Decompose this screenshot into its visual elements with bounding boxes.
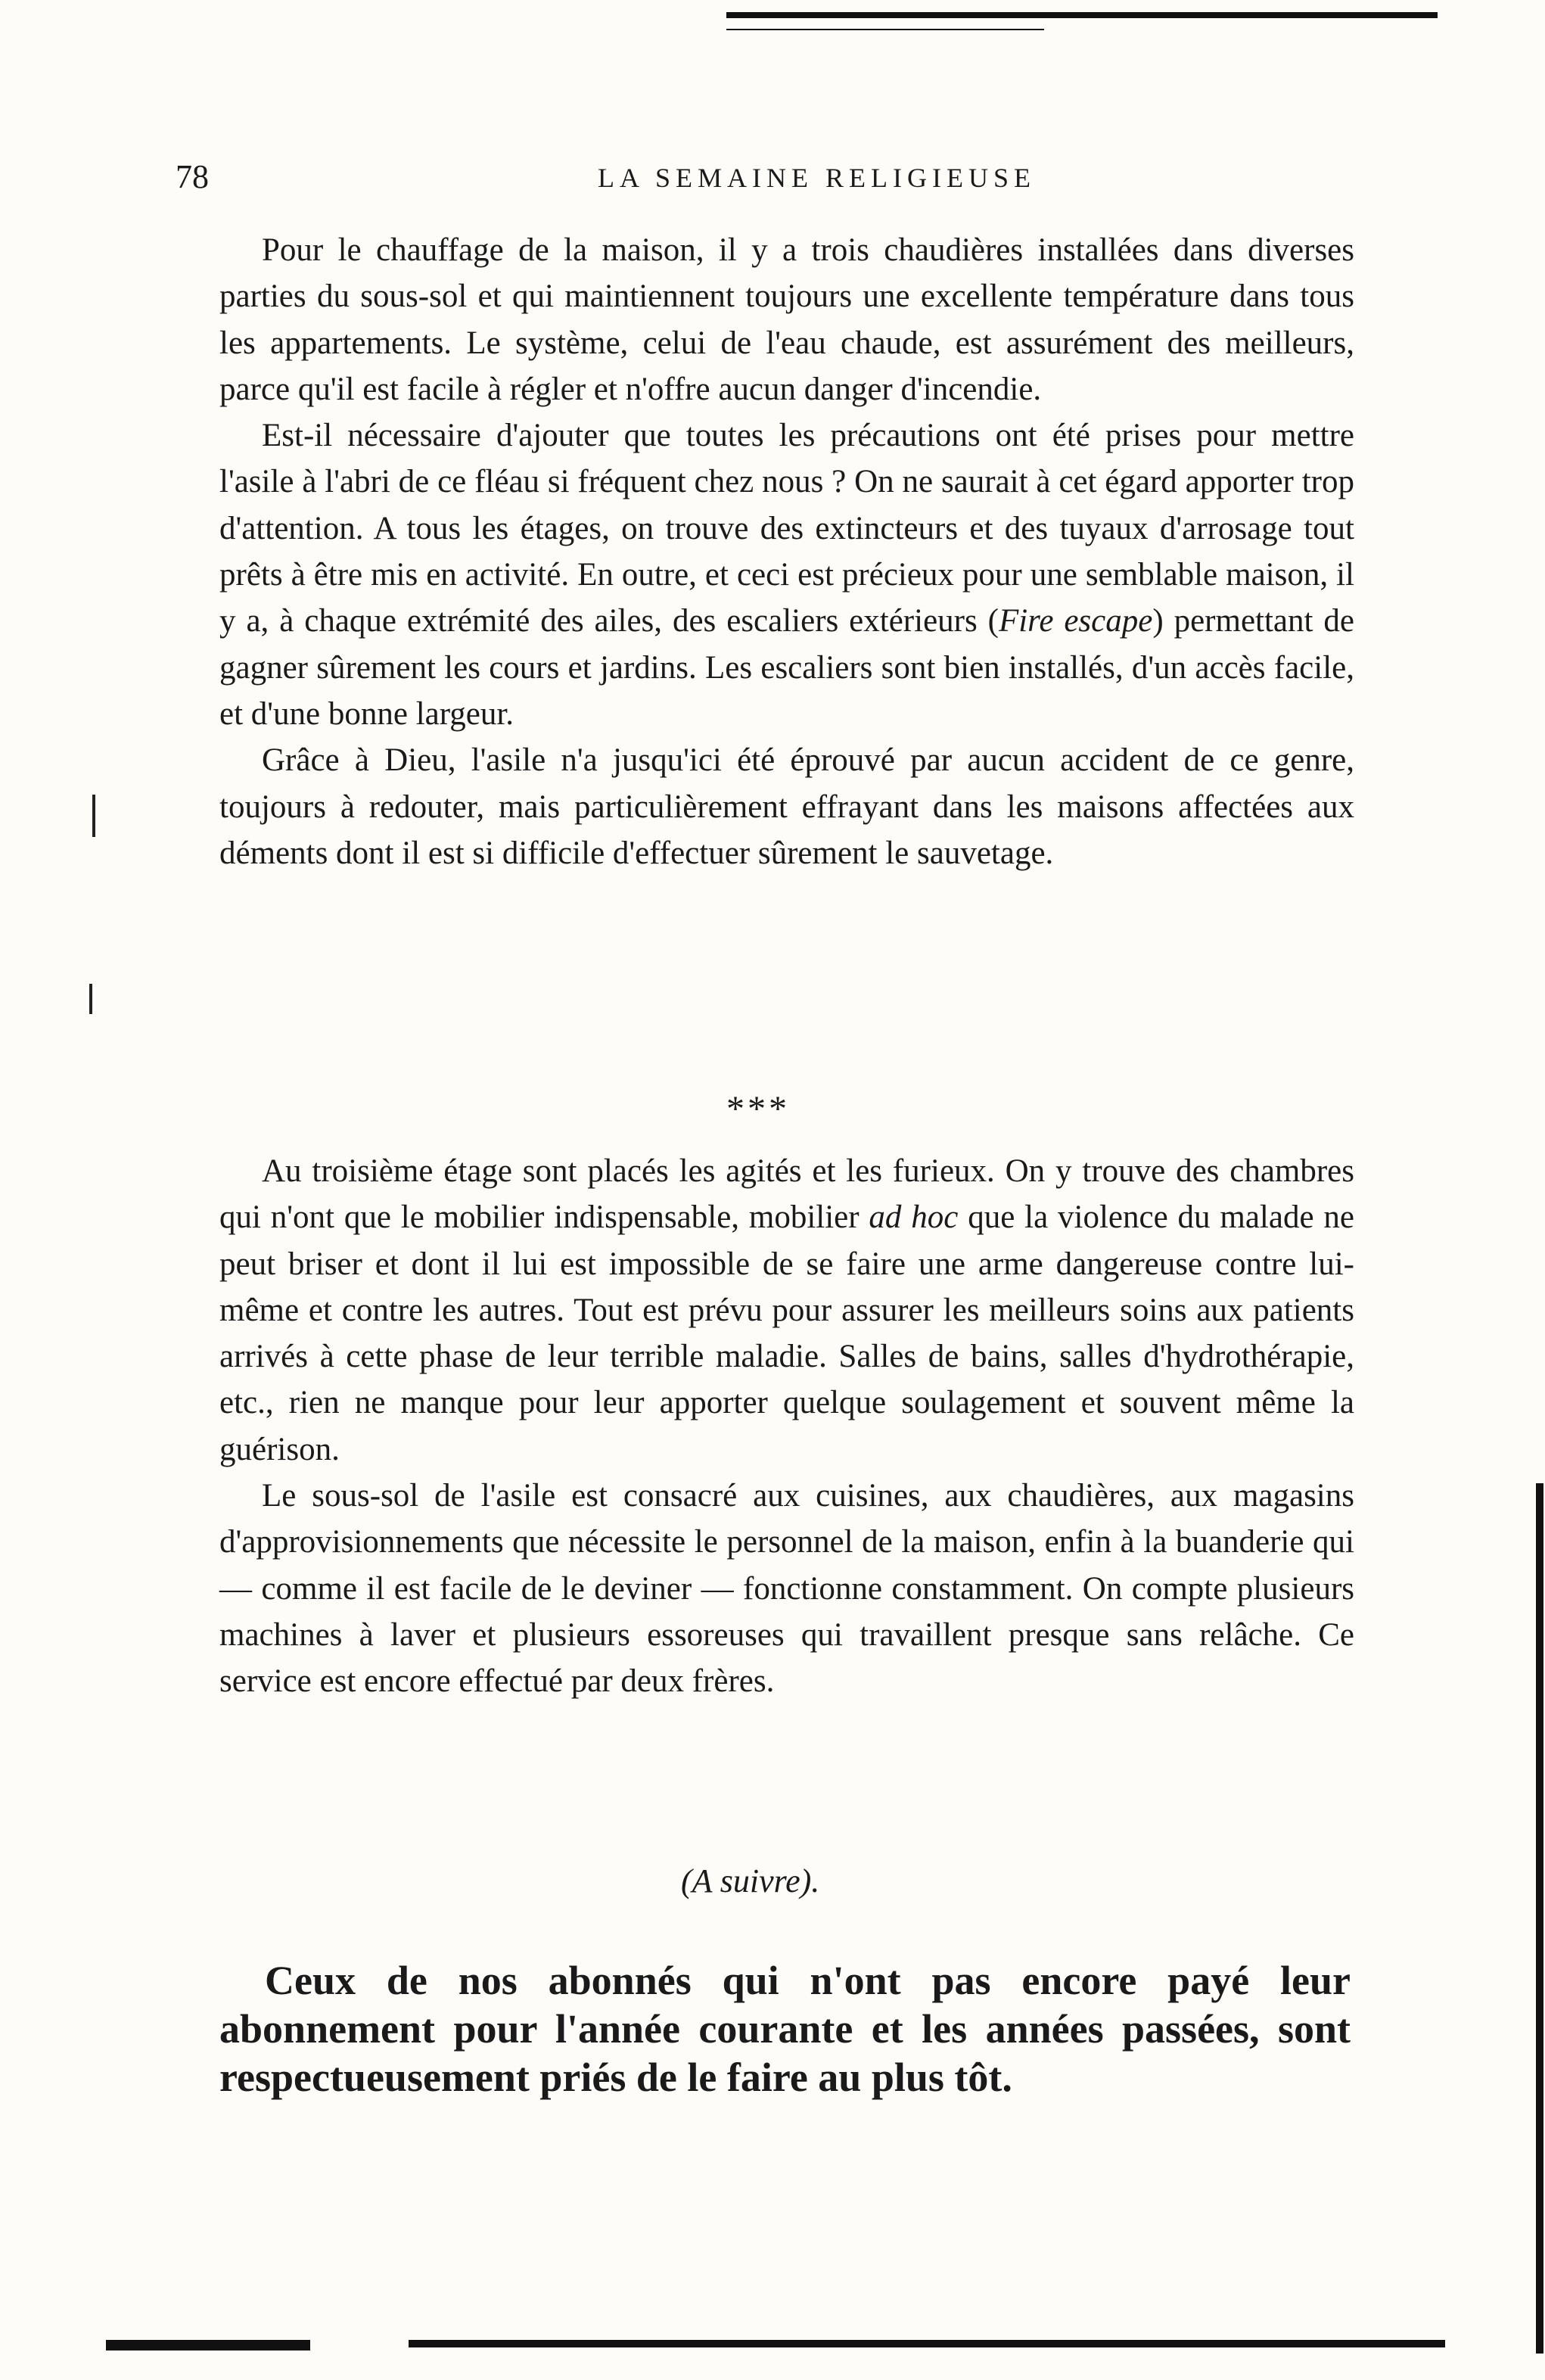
- ad-hoc-term: ad hoc: [869, 1199, 959, 1236]
- to-be-continued: (A suivre).: [681, 1862, 820, 1899]
- scan-border-bottom: [409, 2340, 1445, 2347]
- fire-escape-term: Fire escape: [998, 603, 1153, 639]
- page-number: 78: [176, 158, 209, 195]
- paragraph-basement: Le sous-sol de l'asile est consacré aux cuisines, aux chaudières, aux magasins d'approvisionnements que nécessite le personnel de la maison, enfin à la buanderie qui — comme il est facile de le deviner — fonctionne constamment. On compte plusieurs machines à laver et plusieurs essoreuses qui travaillent presque sans relâche. Ce service est encore effectué par deux frères.: [219, 1478, 1354, 1700]
- scan-border-top: [726, 12, 1438, 18]
- section-1: [219, 227, 1354, 876]
- subscription-notice: [219, 1956, 1351, 2102]
- paragraph-heating: Pour le chauffage de la maison, il y a trois chaudières installées dans diverses parties du sous-sol et qui maintiennent toujours une excellente température dans tous les appartements. Le système, celui de l'eau chaude, est assurément des meilleurs, parce qu'il est facile à régler et n'offre aucun danger d'incendie.: [219, 232, 1354, 407]
- margin-mark: [92, 795, 95, 837]
- scan-border-right: [1536, 1483, 1543, 2354]
- scan-border-bottom-left: [106, 2340, 310, 2350]
- notice-text: Ceux de nos abonnés qui n'ont pas encore payé leur abonnement pour l'année courante et les années passées, sont respectueusement priés de le faire au plus tôt.: [219, 1958, 1351, 2100]
- section-separator: ***: [726, 1089, 790, 1129]
- running-title: LA SEMAINE RELIGIEUSE: [598, 163, 1036, 193]
- paragraph-fire-precautions: Est-il nécessaire d'ajouter que toutes les précautions ont été prises pour mettre l'asile à l'abri de ce fléau si fréquent chez nous ? On ne saurait à cet égard apporter trop d'attention. A tous les étages, on trouve des extincteurs et des tuyaux d'arrosage tout prêts à être mis en activité. En outre, et ceci est précieux pour une semblable maison, il y a, à chaque extrémité des ailes, des escaliers extérieurs (Fire escape) permettant de gagner sûrement les cours et jardins. Les escaliers sont bien installés, d'un accès facile, et d'une bonne largeur.: [219, 418, 1354, 732]
- section-2: [219, 1148, 1354, 1705]
- margin-mark: [89, 984, 92, 1014]
- paragraph-third-floor: Au troisième étage sont placés les agités et les furieux. On y trouve des chambres qui n'ont que le mobilier indispensable, mobilier ad hoc que la violence du malade ne peut briser et dont il lui est impossible de se faire une arme dangereuse contre lui-même et contre les autres. Tout est prévu pour assurer les meilleurs soins aux patients arrivés à cette phase de leur terrible maladie. Salles de bains, salles d'hydrothérapie, etc., rien ne manque pour leur apporter quelque soulagement et souvent même la guérison.: [219, 1153, 1354, 1467]
- scan-border-top-thin: [726, 29, 1044, 30]
- paragraph-grace: Grâce à Dieu, l'asile n'a jusqu'ici été éprouvé par aucun accident de ce genre, toujours à redouter, mais particulièrement effrayant dans les maisons affectées aux déments dont il est si difficile d'effectuer sûrement le sauvetage.: [219, 742, 1354, 871]
